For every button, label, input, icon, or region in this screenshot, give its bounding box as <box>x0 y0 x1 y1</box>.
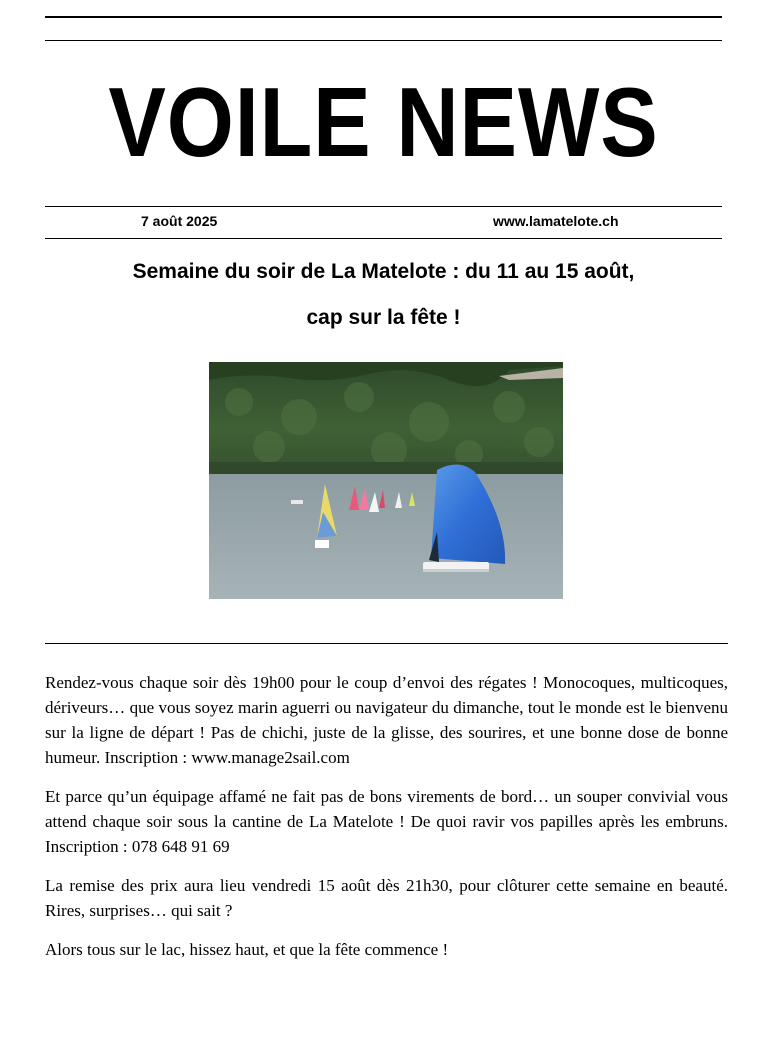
masthead-top-rule <box>45 16 722 18</box>
paragraph-dinner: Et parce qu’un équipage affamé ne fait pas de bons virements de bord… un souper convivial vous attend chaque soir sous la cantine de La Matelote ! De quoi ravir vos papilles après les embruns. Inscription : 078 648 91 69 <box>45 787 728 856</box>
masthead-title: VOILE NEWS <box>108 67 659 177</box>
paragraph-registration: Rendez-vous chaque soir dès 19h00 pour le coup d’envoi des régates ! Monocoques, multicoques, dériveurs… que vous soyez marin aguerri ou navigateur du dimanche, tout le monde est le bienvenu sur la ligne de départ ! Pas de chichi, juste de la glisse, des sourires, et une bonne dose de bonne humeur. Inscription : www.manage2sail.com <box>45 673 728 767</box>
paragraph-awards: La remise des prix aura lieu vendredi 15 août dès 21h30, pour clôturer cette semaine en beauté. Rires, surprises… qui sait ? <box>45 876 728 920</box>
issue-date: 7 août 2025 <box>141 213 218 229</box>
dateline-bottom-rule <box>45 238 722 239</box>
article-body <box>45 670 728 976</box>
masthead-second-rule <box>45 40 722 41</box>
headline-line-2: cap sur la fête ! <box>306 306 461 329</box>
paragraph-closing: Alors tous sur le lac, hissez haut, et que la fête commence ! <box>45 940 449 959</box>
regatta-photo <box>209 362 563 599</box>
website-link[interactable]: www.lamatelote.ch <box>493 213 619 229</box>
headline-line-1: Semaine du soir de La Matelote : du 11 au 15 août, <box>132 260 635 283</box>
lake-surface <box>209 474 563 599</box>
dateline-top-rule <box>45 206 722 207</box>
article-headline <box>45 260 722 330</box>
section-divider <box>45 643 728 644</box>
